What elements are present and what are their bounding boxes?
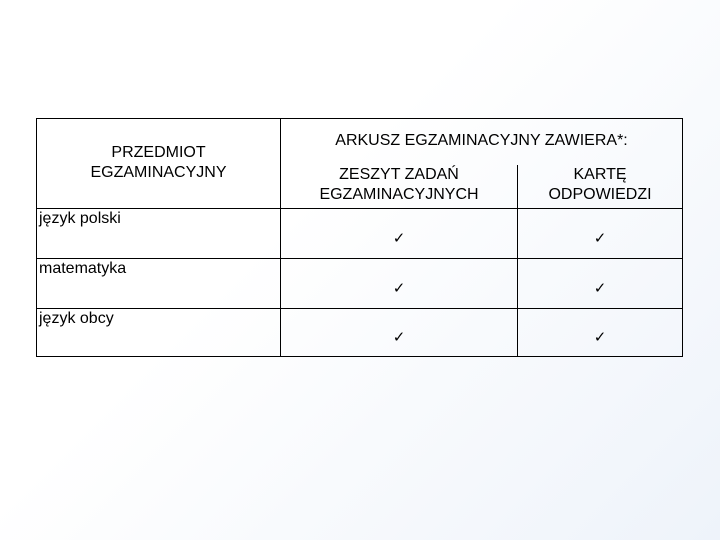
sheet-contents-header-text: ARKUSZ EGZAMINACYJNY ZAWIERA*:	[335, 132, 628, 149]
tasks-check-cell	[281, 209, 518, 259]
answers-check-cell	[518, 309, 683, 357]
table-row	[37, 259, 683, 309]
subject-header-line-1: PRZEDMIOT	[111, 144, 206, 161]
check-mark-icon: ✓	[392, 228, 406, 247]
check-mark-icon: ✓	[392, 327, 406, 346]
subject-name: matematyka	[39, 260, 127, 277]
answers-check-cell	[518, 209, 683, 259]
subject-name: język polski	[39, 210, 121, 227]
table-row	[37, 309, 683, 357]
subject-name-cell	[37, 209, 281, 259]
subject-name-cell	[37, 309, 281, 357]
sheet-contents-header	[281, 119, 683, 165]
subject-header-line-2: EGZAMINACYJNY	[90, 164, 227, 181]
subject-column-header	[37, 119, 281, 209]
answers-header-line-2: ODPOWIEDZI	[548, 185, 652, 203]
tasks-header-line-1: ZESZYT ZADAŃ	[339, 165, 459, 183]
tasks-column-header	[281, 165, 518, 209]
answers-check-cell	[518, 259, 683, 309]
answers-column-header	[518, 165, 683, 209]
check-mark-icon: ✓	[392, 278, 406, 297]
table-header-row	[37, 119, 683, 165]
subject-name: język obcy	[39, 310, 114, 327]
check-mark-icon: ✓	[593, 278, 607, 297]
check-mark-icon: ✓	[593, 228, 607, 247]
tasks-check-cell	[281, 309, 518, 357]
subject-name-cell	[37, 259, 281, 309]
tasks-check-cell	[281, 259, 518, 309]
tasks-header-line-2: EGZAMINACYJNYCH	[319, 185, 479, 203]
exam-sheet-table	[36, 118, 683, 357]
check-mark-icon: ✓	[593, 327, 607, 346]
table-row	[37, 209, 683, 259]
answers-header-line-1: KARTĘ	[573, 165, 627, 183]
